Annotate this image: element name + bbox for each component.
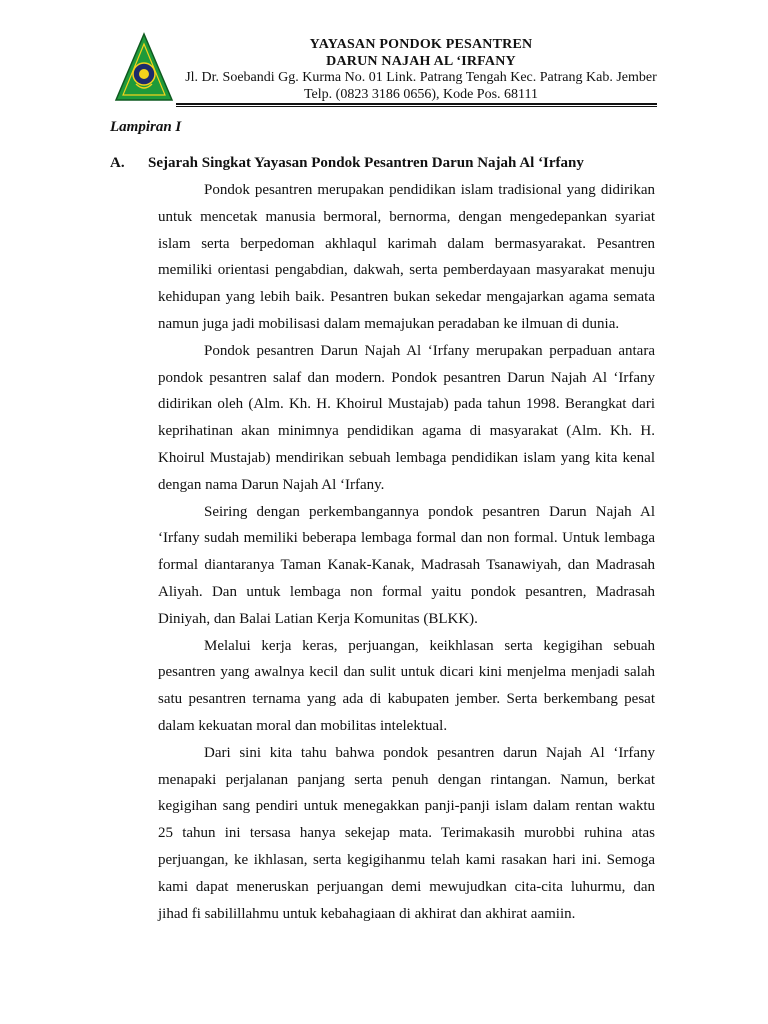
foundation-logo-icon	[114, 32, 174, 102]
attachment-label: Lampiran I	[110, 119, 182, 135]
header-divider-thin	[176, 106, 657, 107]
org-line-2: DARUN NAJAH AL ‘IRFANY	[326, 53, 516, 69]
paragraph: Melalui kerja keras, perjuangan, keikhlasan serta kegigihan sebuah pesantren yang awalnya kecil dan sulit untuk dicari kini menjelma menjadi salah satu pesantren ternama yang ada di kabupaten jember. Serta berkembang pesat dalam kekuatan moral dan mobilitas intelektual.	[158, 637, 655, 734]
paragraph: Pondok pesantren Darun Najah Al ‘Irfany merupakan perpaduan antara pondok pesantren salaf dan modern. Pondok pesantren Darun Najah Al ‘Irfany didirikan oleh (Alm. Kh. H. Khoirul Mustajab) pada tahun 1998. Berangkat dari keprihatinan akan minimnya pendidikan agama di masyarakat (Alm. Kh. H. Khoirul Mustajab) mendirikan sebuah lembaga pendidikan islam yang kita kenal dengan nama Darun Najah Al ‘Irfany.	[158, 342, 655, 493]
org-line-1: YAYASAN PONDOK PESANTREN	[309, 37, 533, 52]
body-text	[158, 177, 655, 927]
section-heading	[110, 155, 584, 172]
letterhead	[0, 0, 768, 106]
paragraph: Pondok pesantren merupakan pendidikan islam tradisional yang didirikan untuk mencetak manusia bermoral, bernorma, dengan mengedepankan syariat islam serta berpedoman akhlaqul karimah dalam bermasyarakat. Pesantren memiliki orientasi pengabdian, dakwah, serta pemberdayaan masyarakat menuju kehidupan yang lebih baik. Pesantren bukan sekedar mengajarkan agama semata namun juga jadi mobilisasi dalam memajukan peradaban ke ilmuan di dunia.	[158, 182, 655, 332]
paragraph: Seiring dengan perkembangannya pondok pesantren Darun Najah Al ‘Irfany sudah memiliki beberapa lembaga formal dan non formal. Untuk lembaga formal diantaranya Taman Kanak-Kanak, Madrasah Tsanawiyah, dan Madrasah Aliyah. Dan untuk lembaga non formal yaitu pondok pesantren, Madrasah Diniyah, dan Balai Latian Kerja Komunitas (BLKK).	[158, 503, 655, 627]
org-address: Jl. Dr. Soebandi Gg. Kurma No. 01 Link. Patrang Tengah Kec. Patrang Kab. Jember	[185, 70, 657, 85]
organization-header	[176, 37, 666, 103]
org-contact: Telp. (0823 3186 0656), Kode Pos. 68111	[303, 86, 539, 102]
section-title: Sejarah Singkat Yayasan Pondok Pesantren Darun Najah Al ‘Irfany	[148, 155, 584, 171]
paragraph: Dari sini kita tahu bahwa pondok pesantren darun Najah Al ‘Irfany menapaki perjalanan panjang serta penuh dengan rintangan. Namun, berkat kegigihan sang pendiri untuk menegakkan panji-panji islam dalam rentan waktu 25 tahun ini tersasa hanya sekejap mata. Terimakasih murobbi ruhina atas perjuangan, ke ikhlasan, serta kegigihanmu telah kami rasakan hari ini. Semoga kami dapat meneruskan perjuangan demi mewujudkan cita-cita luhurmu, dan jihad fi sabilillahmu untuk kebahagiaan di akhirat dan akhirat aamiin.	[158, 744, 655, 922]
section-letter: A.	[110, 155, 125, 171]
header-divider-thick	[176, 103, 657, 105]
